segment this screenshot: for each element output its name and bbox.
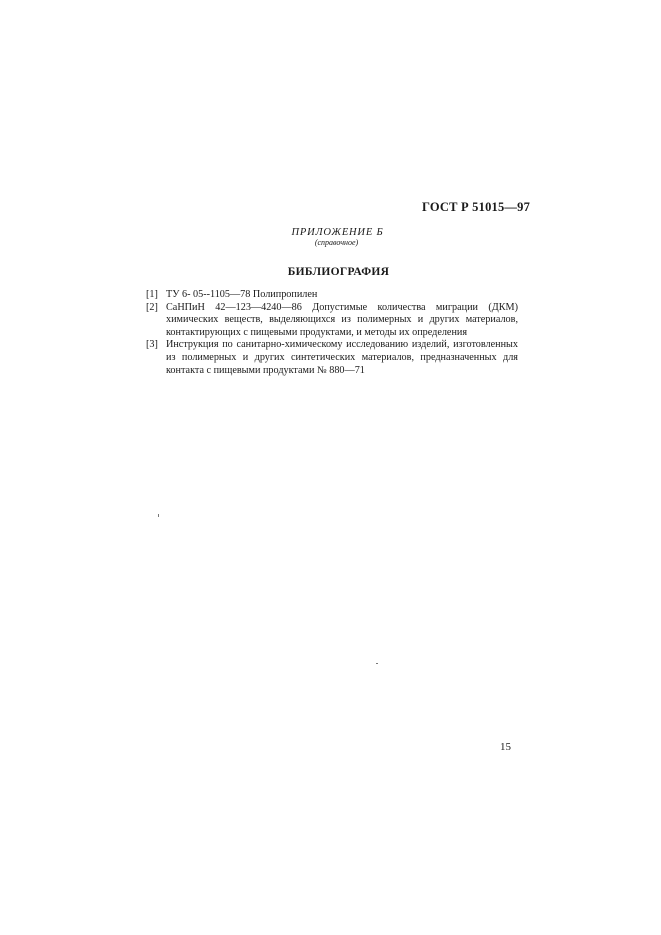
bibliography-item	[146, 339, 518, 377]
appendix-subtitle: (справочное)	[314, 238, 359, 247]
bibliography-text: Инструкция по санитарно-химическому исследованию изделий, изготовленных из полимерных и других синтетических материалов, предназначенных для контакта с пищевыми продуктами № 880—71	[166, 339, 518, 376]
section-title: БИБЛИОГРАФИЯ	[287, 266, 390, 278]
bibliography-item	[146, 302, 518, 340]
page-number: 15	[500, 741, 511, 753]
bibliography-number: [1]	[146, 289, 158, 300]
bibliography-item	[146, 289, 518, 302]
bibliography-list	[146, 289, 518, 377]
appendix-title: ПРИЛОЖЕНИЕ Б	[291, 227, 384, 238]
bibliography-text: ТУ 6- 05--1105—78 Полипропилен	[166, 289, 318, 300]
bibliography-number: [3]	[146, 339, 158, 351]
scan-artifact	[158, 514, 159, 517]
standard-code: ГОСТ Р 51015—97	[422, 200, 531, 214]
appendix-heading	[0, 227, 661, 247]
scan-artifact	[376, 663, 378, 664]
bibliography-number: [2]	[146, 301, 158, 313]
bibliography-text: СаНПиН 42—123—4240—86 Допустимые количества миграции (ДКМ) химических веществ, выделяющихся из полимерных и других материалов, контактирующих с пищевыми продуктами, и методы их определения	[166, 301, 518, 338]
